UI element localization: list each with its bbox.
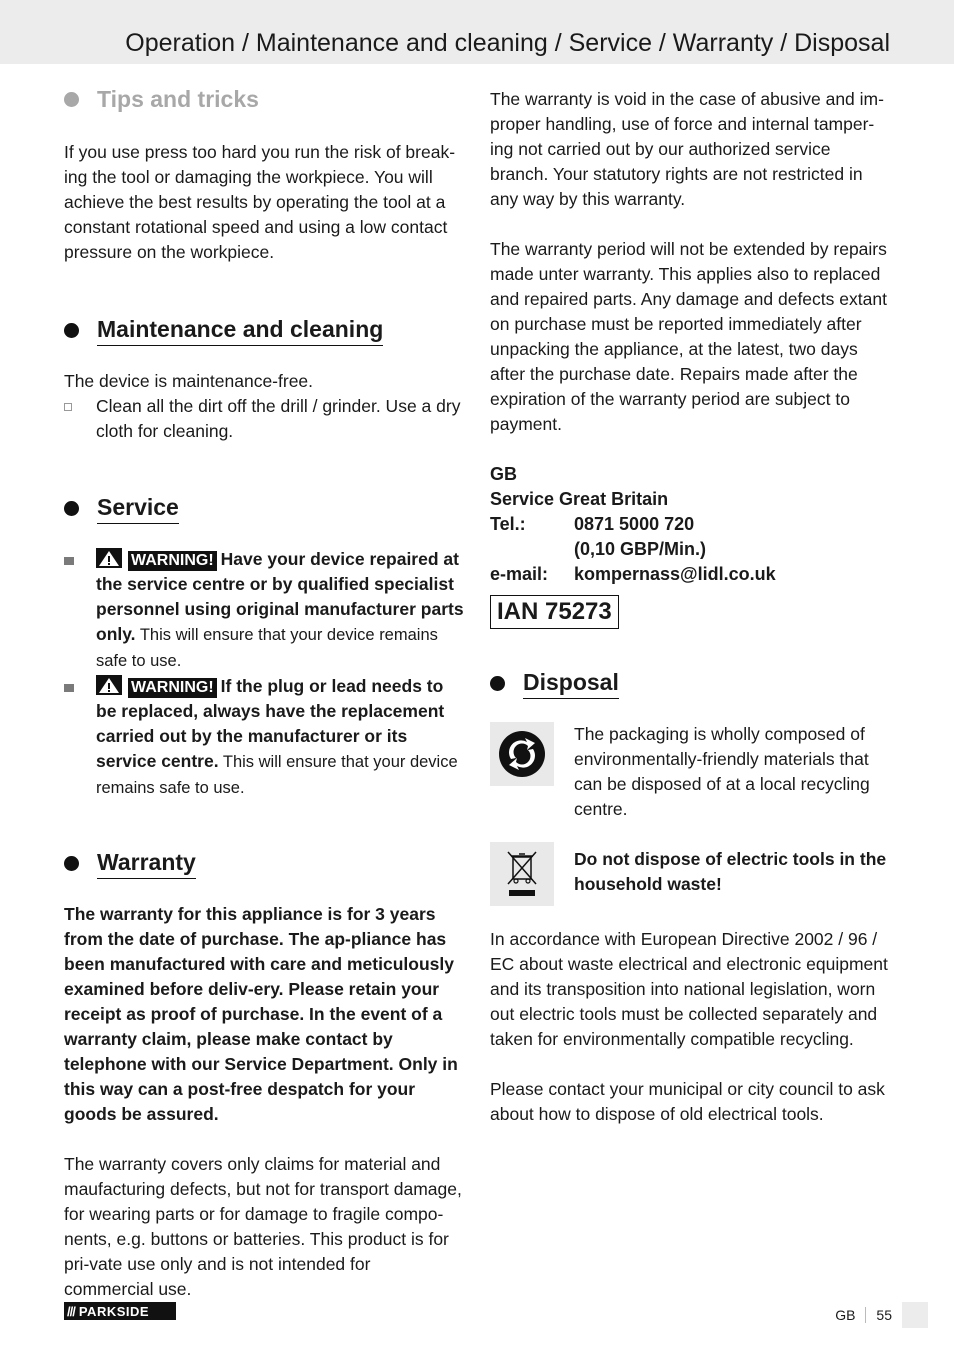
page-info xyxy=(835,1302,928,1328)
directive-text: In accordance with European Directive 2002 / 96 / EC about waste electrical and electronic equipment and its transposition into national legislation, worn out electric tools must be collected separately and taken for environmentally compatible recycling. xyxy=(490,929,888,1049)
council-text: Please contact your municipal or city council to ask about how to dispose of old electrical tools. xyxy=(490,1079,885,1124)
bullet-dot-icon xyxy=(64,501,79,516)
tel-number: 0871 5000 720 xyxy=(574,514,695,534)
email-address: kompernass@lidl.co.uk xyxy=(574,564,776,584)
page-title: Operation / Maintenance and cleaning / Service / Warranty / Disposal xyxy=(125,29,890,57)
bullet-dot-icon xyxy=(64,323,79,338)
contact-country: GB xyxy=(490,464,517,484)
ian-box: IAN 75273 xyxy=(490,595,619,629)
warranty-bold-paragraph: The warranty for this appliance is for 3 years from the date of purchase. The ap-pliance has been manufactured with care and meticulously examined before deliv-ery. Please retain your receipt as proof of purchase. In the event of a warranty claim, please make contact by telephone with our Service Department. Only in this way can a post-free despatch for your goods be assured. xyxy=(64,904,458,1124)
disposal-weee-row xyxy=(490,842,890,906)
packaging-text: The packaging is wholly composed of environmentally-friendly materials that can be disposed of at a local recycling centre. xyxy=(574,724,870,819)
maintenance-heading: Maintenance and cleaning xyxy=(64,314,464,346)
square-bullet-icon xyxy=(64,557,74,565)
tel-label: Tel.: xyxy=(490,514,526,534)
bullet-dot-icon xyxy=(64,92,79,107)
checkbox-square-icon xyxy=(64,403,72,411)
logo-text: PARKSIDE xyxy=(78,1303,150,1319)
warranty-period-paragraph: The warranty period will not be extended by repairs made unter warranty. This applies also to replaced and repaired parts. Any damage and defects extant on purchase must be reported immediately after unpacking the appliance, at the latest, two days after the purchase date. Repairs made after the expiration of the warranty period are subject to payment. xyxy=(490,239,887,434)
tips-body: If you use press too hard you run the risk of break-ing the tool or damaging the workpiece. You will achieve the best results by operating the tool at a constant rotational speed and using a low contact pressure on the workpiece. xyxy=(64,142,456,262)
disposal-packaging-row xyxy=(490,722,890,822)
maintenance-intro: The device is maintenance-free. xyxy=(64,371,314,391)
warranty-heading: Warranty xyxy=(64,847,464,879)
tel-rate: (0,10 GBP/Min.) xyxy=(574,539,707,559)
page-number: 55 xyxy=(876,1307,892,1323)
bullet-dot-icon xyxy=(490,676,505,691)
page-header xyxy=(0,0,954,64)
service-item-2: WARNING! If the plug or lead needs to be replaced, always have the replacement carried out by the manufacturer or its service centre. This will ensure that your device remains safe to use. xyxy=(64,674,464,801)
weee-warning-text: Do not dispose of electric tools in the household waste! xyxy=(574,849,887,894)
service-item-1: WARNING! Have your device repaired at the service centre or by qualified specialist personnel using original manufacturer parts only. This will ensure that your device remains safe to use. xyxy=(64,547,464,674)
disposal-heading: Disposal xyxy=(490,667,890,699)
green-dot-recycling-icon xyxy=(490,722,554,786)
square-bullet-icon xyxy=(64,684,74,692)
service-contact xyxy=(490,462,890,587)
warning-triangle-icon xyxy=(96,675,122,695)
warning-label: WARNING! xyxy=(128,551,217,571)
logo-slashes: /// xyxy=(67,1303,75,1319)
service-heading: Service xyxy=(64,492,464,524)
left-column xyxy=(64,84,464,1302)
warranty-void-paragraph: The warranty is void in the case of abusive and im-proper handling, use of force and internal tamper-ing not carried out by our authorized service branch. Your statutory rights are not restricted in any way by this warranty. xyxy=(490,89,884,209)
warning-label: WARNING! xyxy=(128,678,217,698)
bullet-dot-icon xyxy=(64,856,79,871)
parkside-logo xyxy=(64,1302,176,1320)
contact-name: Service Great Britain xyxy=(490,489,669,509)
language-code: GB xyxy=(835,1307,866,1323)
warning-triangle-icon xyxy=(96,548,122,568)
email-label: e-mail: xyxy=(490,564,549,584)
maintenance-item: Clean all the dirt off the drill / grinder. Use a dry cloth for cleaning. xyxy=(64,394,464,444)
crossed-out-wheelie-bin-icon xyxy=(490,842,554,906)
page-tab-box xyxy=(902,1302,928,1328)
tips-heading: Tips and tricks xyxy=(64,84,464,115)
warranty-coverage-paragraph: The warranty covers only claims for material and maufacturing defects, but not for transport damage, for wearing parts or for damage to fragile compo-nents, e.g. buttons or batteries. This product is for pri-vate use only and is not intended for commercial use. xyxy=(64,1154,462,1299)
right-column xyxy=(490,87,890,1127)
